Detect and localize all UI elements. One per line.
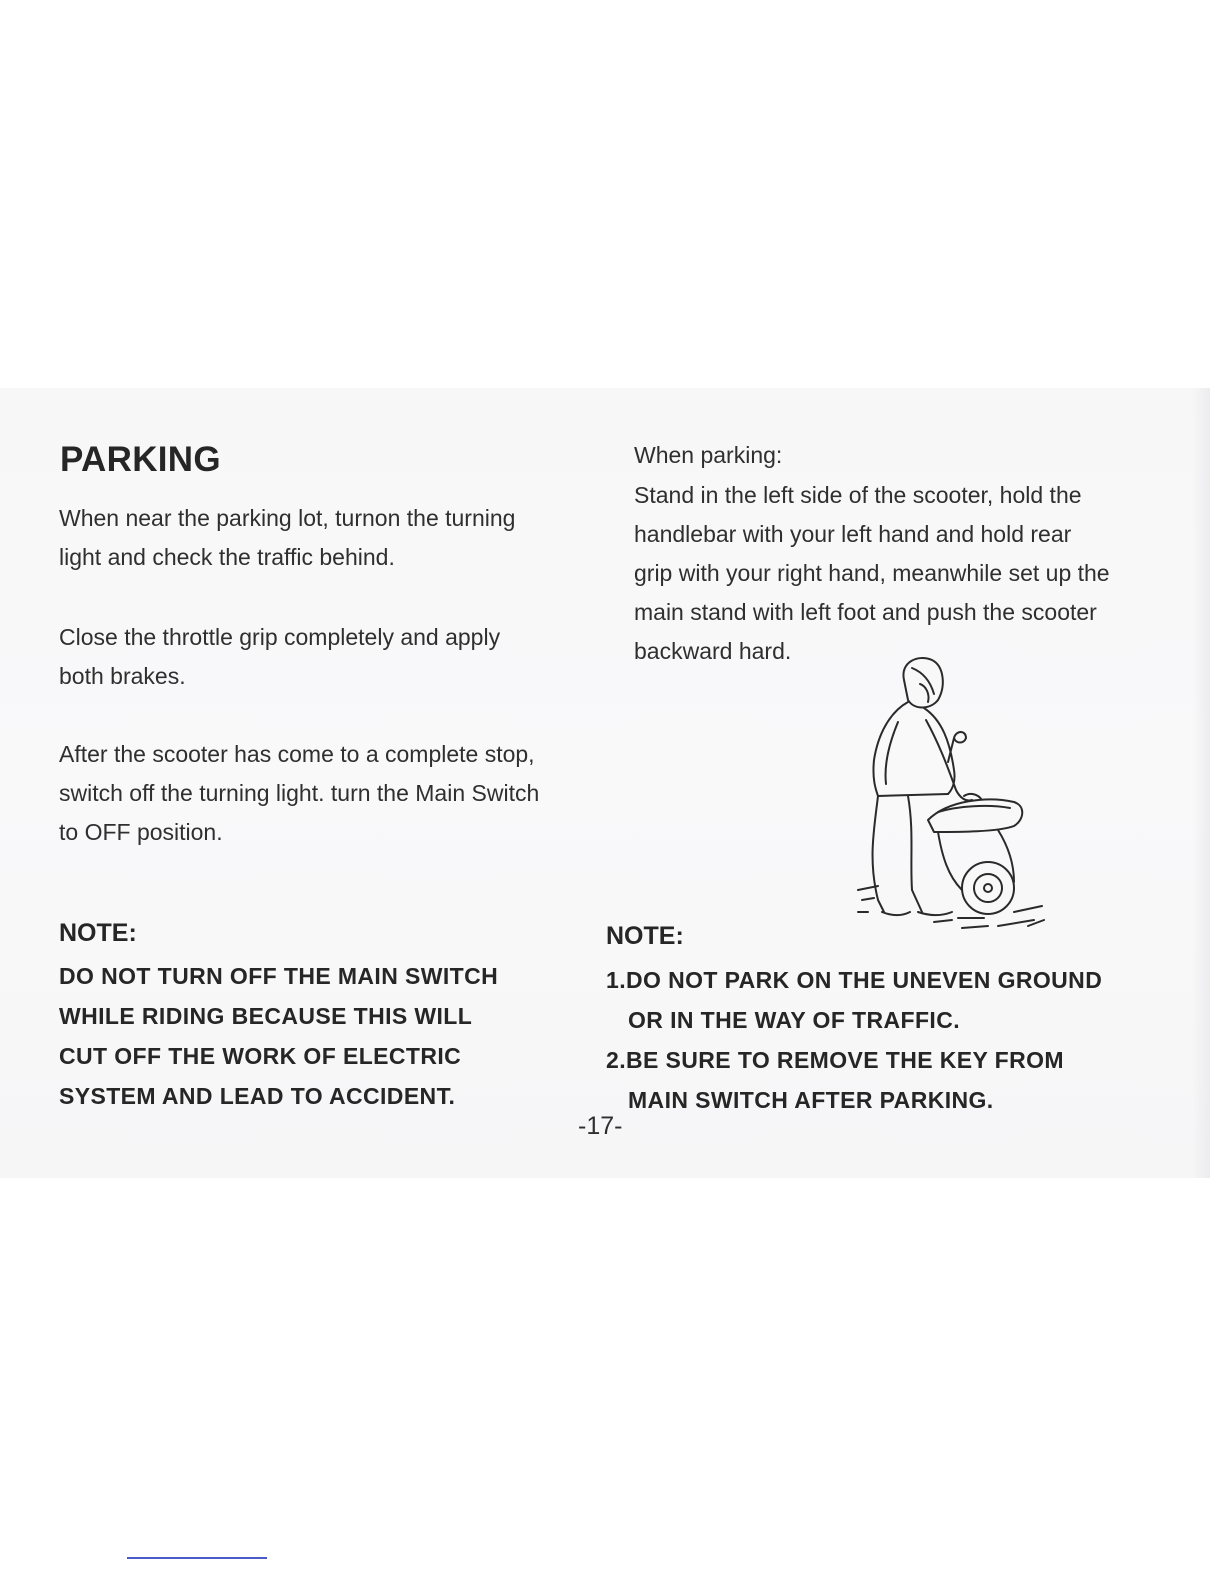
note-parking-warnings: 1.DO NOT PARK ON THE UNEVEN GROUND OR IN THE WAY OF TRAFFIC. 2.BE SURE TO REMOVE THE KEY FROM MAIN SWITCH AFTER PARKING. bbox=[606, 967, 1103, 1113]
note-heading-right: NOTE: bbox=[606, 922, 684, 950]
paragraph-approach-parking: When near the parking lot, turnon the turning light and check the traffic behind. bbox=[59, 505, 516, 570]
when-parking-heading: When parking: bbox=[634, 442, 783, 468]
page-number: -17- bbox=[578, 1112, 623, 1140]
note-riding-warning: DO NOT TURN OFF THE MAIN SWITCH WHILE RIDING BECAUSE THIS WILL CUT OFF THE WORK OF ELECTRIC SYSTEM AND LEAD TO ACCIDENT. bbox=[59, 963, 499, 1109]
note-heading-left: NOTE: bbox=[59, 919, 137, 947]
rider-parking-scooter-illustration bbox=[838, 650, 1048, 940]
paragraph-stand-instructions: Stand in the left side of the scooter, hold the handlebar with your left hand and hold rear grip with your right hand, meanwhile set up the main stand with left foot and push the scooter backward hard. bbox=[634, 482, 1110, 664]
paragraph-throttle-brakes: Close the throttle grip completely and apply both brakes. bbox=[59, 624, 501, 689]
page-title: PARKING bbox=[60, 440, 221, 479]
paragraph-complete-stop: After the scooter has come to a complete stop, switch off the turning light. turn the Main Switch to OFF position. bbox=[59, 741, 540, 845]
bottom-divider-line bbox=[127, 1557, 267, 1559]
